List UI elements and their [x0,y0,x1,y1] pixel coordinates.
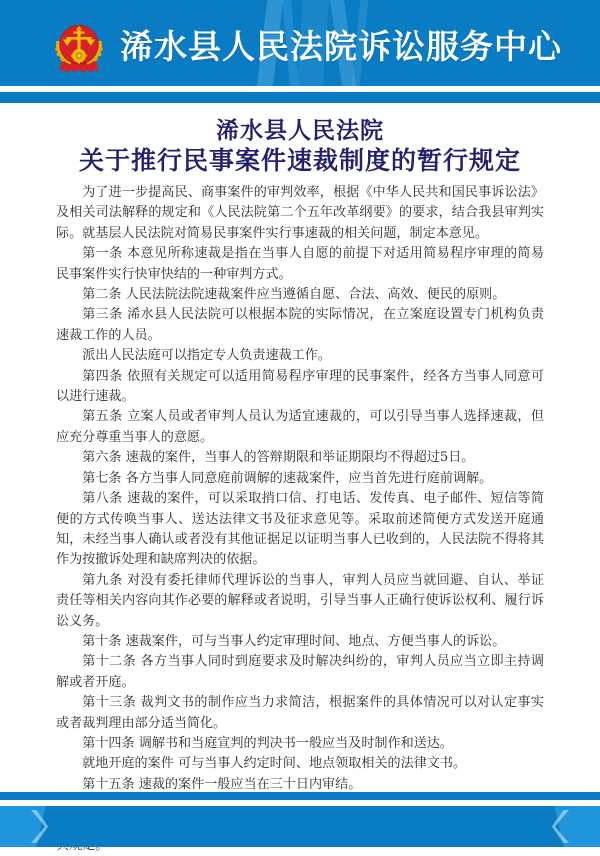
document-paragraph: 第十条 速裁案件，可与当事人约定审理时间、地点、方便当事人的诉讼。 [82,633,506,649]
document-paragraph: 第四条 依照有关规定可以适用简易程序审理的民事案件，经各方当事人同意可以进行速裁。 [56,368,544,405]
document-title [56,117,544,176]
document-paragraph: 第十二条 各方当事人同时到庭要求及时解决纠纷的，审判人员应当立即主持调解或者开庭。 [56,654,544,690]
document-title-line2: 关于推行民事案件速裁制度的暂行规定 [78,146,521,175]
header-blue-rule [0,92,600,103]
page-footer [0,792,600,847]
document-paragraph: 第五条 立案人员或者审判人员认为适宜速裁的，可以引导当事人选择速裁，但应充分尊重当事人的意愿。 [56,409,544,445]
footer-blue-rule [0,792,600,800]
page-header [0,0,600,86]
page-header-title: 浠水县人民法院诉讼服务中心 [120,27,562,66]
document-paragraph: 派出人民法庭可以指定专人负责速裁工作。 [82,348,331,364]
document-paragraph: 第一条 本意见所称速裁是指在当事人自愿的前提下对适用简易程序审理的简易民事案件实行快审快结的一种审判方式。 [56,246,544,282]
document-paragraph: 就地开庭的案件 可与当事人约定时间、地点领取相关的法律文书。 [82,756,467,772]
document-paragraph: 第八条 速裁的案件，可以采取捎口信、打电话、发传真、电子邮件、短信等简便的方式传唤当事人、送达法律文书及征求意见等。采取前述简便方式发送开庭通知，未经当事人确认或者没有其他证据足以证明当事人已收到的，人民法院不得将其作为按撤诉处理和缺席判决的依据。 [56,491,544,568]
chevron-right-icon [28,810,48,843]
document-paragraph: 第九条 对没有委托律师代理诉讼的当事人，审判人员应当就回避、自认、举证责任等相关内容向其作必要的解释或者说明，引导当事人正确行使诉讼权利、履行诉讼义务。 [56,572,544,629]
document-body [56,183,544,856]
document-paragraph: 第十五条 速裁的案件一般应当在三十日内审结。 [82,776,362,792]
footer-band [0,806,600,847]
document-paragraph: 第二条 人民法院法院速裁案件应当遵循自愿、合法、高效、便民的原则。 [82,287,506,303]
document-paragraph: 第三条 浠水县人民法院可以根据本院的实际情况，在立案庭设置专门机构负责速裁工作的人员。 [56,307,544,343]
document-paragraph: 为了进一步提高民、商事案件的审判效率，根据《中华人民共和国民事诉讼法》及相关司法解释的规定和《人民法院第二个五年改革纲要》的要求，结合我县审判实际。就基层人民法院对简易民事案件实行事速裁的相关问题，制定本意见。 [56,185,544,241]
document-paragraph: 第六条 速裁的案件，当事人的答辩期限和举证期限均不得超过5日。 [82,450,475,466]
document-title-line1: 浠水县人民法院 [216,117,384,144]
document-paragraph: 第十四条 调解书和当庭宣判的判决书一般应当及时制作和送达。 [82,735,453,751]
china-court-emblem-icon [48,16,110,78]
document-sheet [0,103,600,809]
chevron-left-icon [552,810,572,843]
document-paragraph: 第七条 各方当事人同意庭前调解的速裁案件，应当首先进行庭前调解。 [82,470,493,486]
document-paragraph: 第十三条 裁判文书的制作应当力求简洁，根据案件的具体情况可以对认定事实或者裁判理由部分适当简化。 [56,695,544,731]
